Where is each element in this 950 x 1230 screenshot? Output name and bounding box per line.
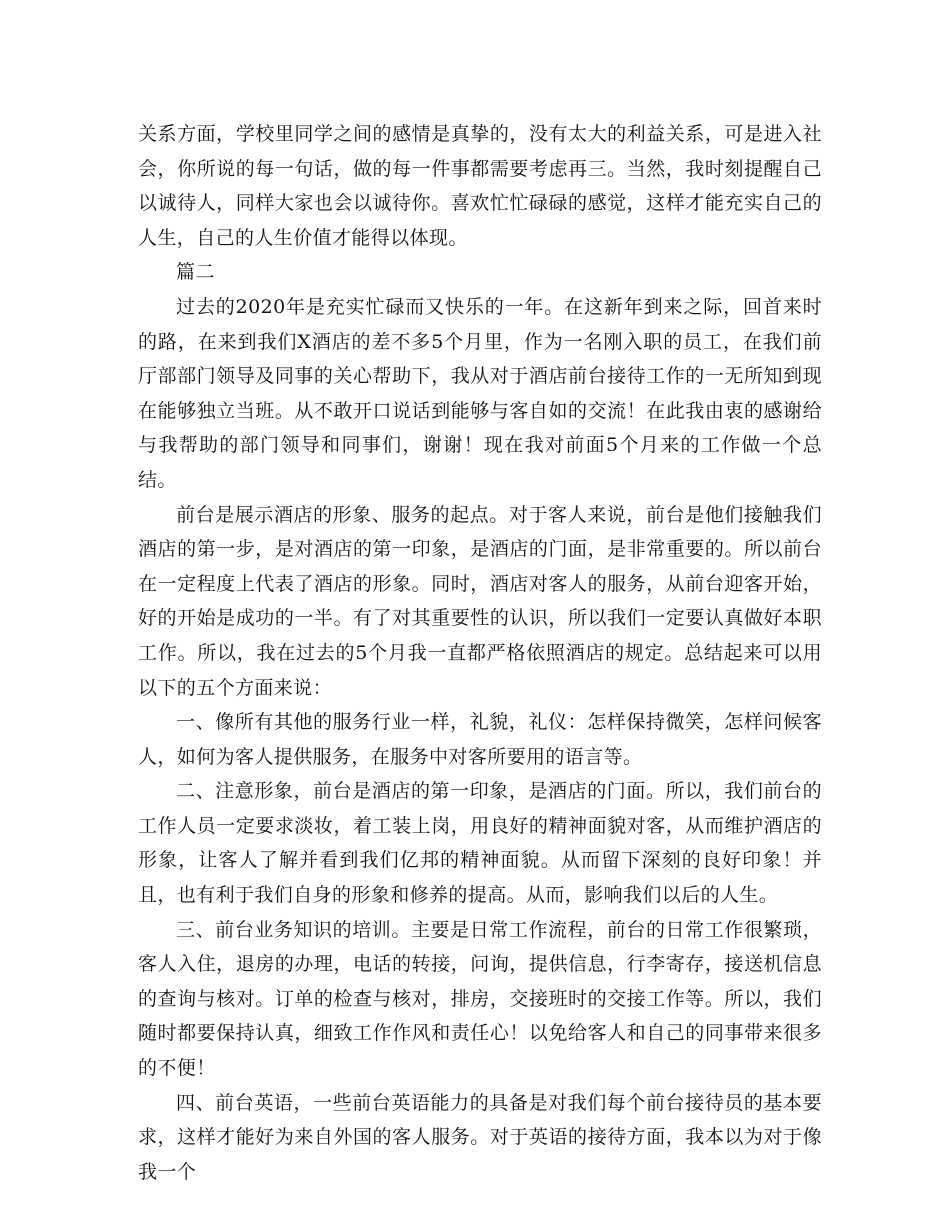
list-paragraph-1: 一、像所有其他的服务行业一样，礼貌，礼仪：怎样保持微笑，怎样问候客人，如何为客人提供服务，在服务中对客所要用的语言等。: [138, 711, 822, 768]
list-paragraph-4: 四、前台英语，一些前台英语能力的具备是对我们每个前台接待员的基本要求，这样才能好为来自外国的客人服务。对于英语的接待方面，我本以为对于像我一个: [138, 1091, 822, 1183]
paragraph-continued: 关系方面，学校里同学之间的感情是真挚的，没有太大的利益关系，可是进入社会，你所说的每一句话，做的每一件事都需要考虑再三。当然，我时刻提醒自己以诚待人，同样大家也会以诚待你。喜欢忙忙碌碌的感觉，这样才能充实自己的人生，自己的人生价值才能得以体现。: [138, 123, 822, 249]
paragraph: 过去的2020年是充实忙碌而又快乐的一年。在这新年到来之际，回首来时的路，在来到我们X酒店的差不多5个月里，作为一名刚入职的员工，在我们前厅部部门领导及同事的关心帮助下，我从对于酒店前台接待工作的一无所知到现在能够独立当班。从不敢开口说话到能够与客自如的交流！在此我由衷的感谢给与我帮助的部门领导和同事们，谢谢！现在我对前面5个月来的工作做一个总结。: [138, 295, 822, 491]
section-heading: 篇二: [176, 261, 215, 284]
paragraph: 前台是展示酒店的形象、服务的起点。对于客人来说，前台是他们接触我们酒店的第一步，是对酒店的第一印象，是酒店的门面，是非常重要的。所以前台在一定程度上代表了酒店的形象。同时，酒店对客人的服务，从前台迎客开始，好的开始是成功的一半。有了对其重要性的认识，所以我们一定要认真做好本职工作。所以，我在过去的5个月我一直都严格依照酒店的规定。总结起来可以用以下的五个方面来说：: [138, 503, 822, 699]
list-paragraph-2: 二、注意形象，前台是酒店的第一印象，是酒店的门面。所以，我们前台的工作人员一定要求淡妆，着工装上岗，用良好的精神面貌对客，从而维护酒店的形象，让客人了解并看到我们亿邦的精神面貌。从而留下深刻的良好印象！并且，也有利于我们自身的形象和修养的提高。从而，影响我们以后的人生。: [138, 780, 822, 907]
document-page: [138, 117, 822, 1189]
list-paragraph-3: 三、前台业务知识的培训。主要是日常工作流程，前台的日常工作很繁琐，客人入住，退房的办理，电话的转接，问询，提供信息，行李寄存，接送机信息的查询与核对。订单的检查与核对，排房，交接班时的交接工作等。所以，我们随时都要保持认真，细致工作作风和责任心！以免给客人和自己的同事带来很多的不便！: [138, 918, 822, 1080]
